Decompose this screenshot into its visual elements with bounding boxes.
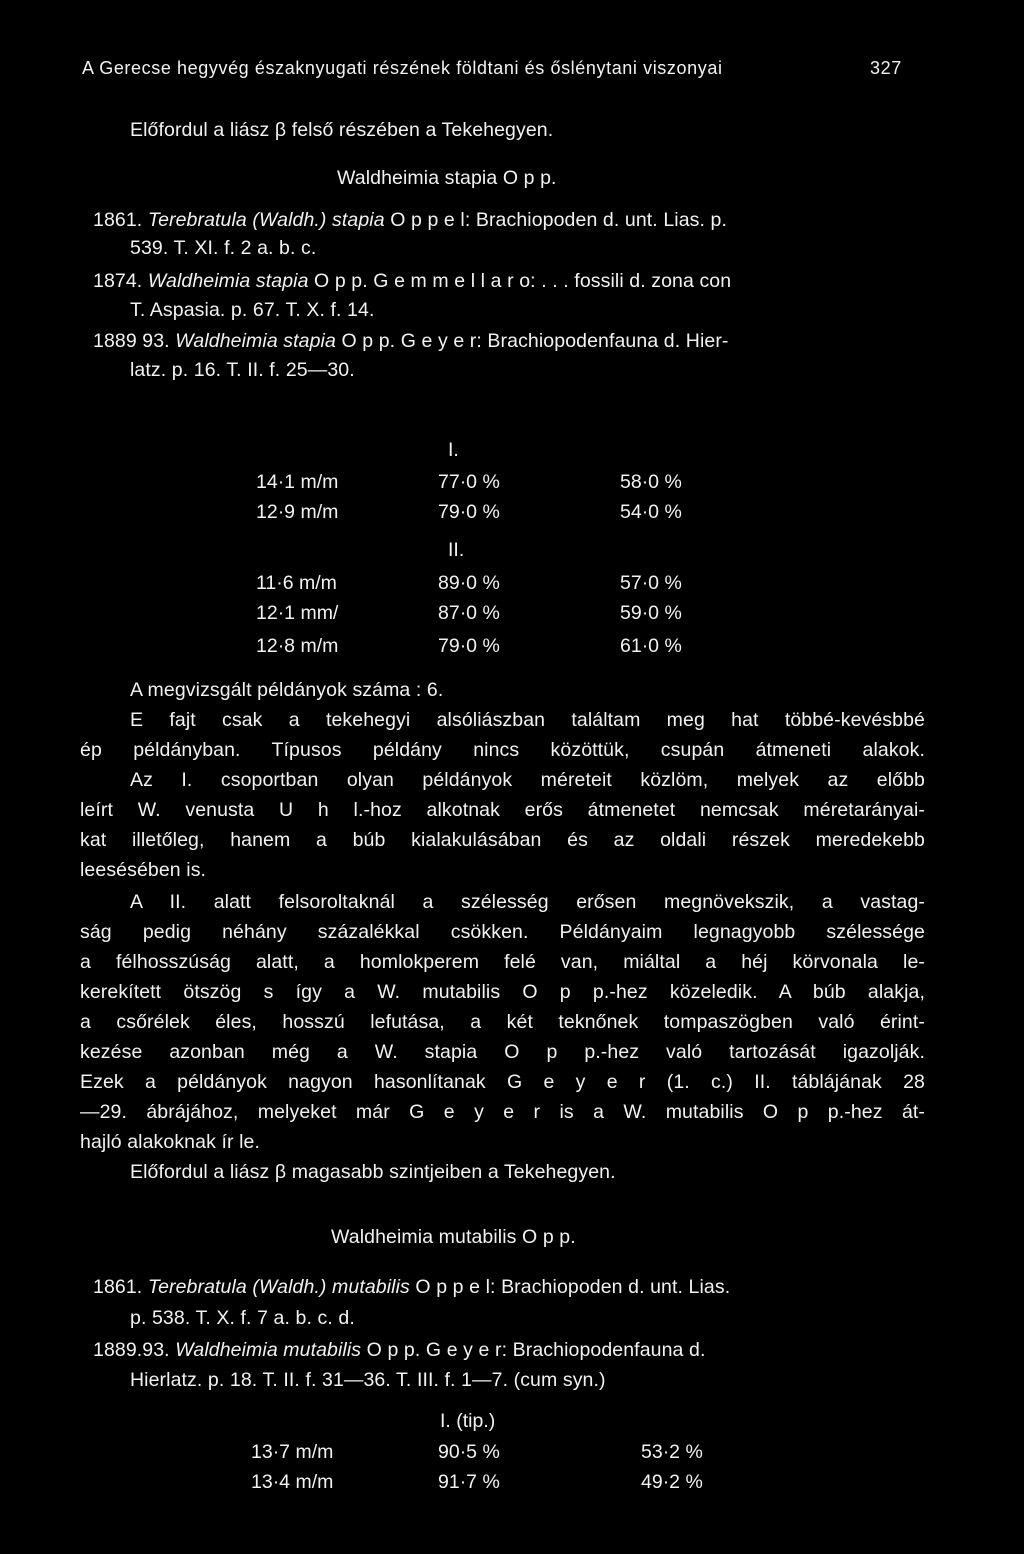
paragraph-line: kezése azonban még a W. stapia O p p.-hez való tartozását igazolják. [80, 1041, 925, 1063]
measurement-length: 12·1 mm/ [256, 602, 339, 624]
paragraph-line: ság pedig néhány százalékkal csökken. Példányaim legnagyobb szélessége [80, 921, 925, 943]
synonymy-entry: 1874. Waldheimia stapia O p p. G e m m e l l a r o: . . . fossili d. zona con [93, 270, 732, 292]
paragraph-line: —29. ábrájához, melyeket már G e y e r is a W. mutabilis O p p.-hez át- [80, 1101, 925, 1123]
synonymy-entry: 1889.93. Waldheimia mutabilis O p p. G e y e r: Brachiopodenfauna d. [93, 1339, 706, 1361]
synonymy-entry-cont: Hierlatz. p. 18. T. II. f. 31—36. T. III. f. 1—7. (cum syn.) [130, 1369, 606, 1391]
paragraph-line: hajló alakoknak ír le. [80, 1131, 260, 1153]
measurement-width: 91·7 % [438, 1471, 500, 1493]
intro-occurrence: Előfordul a liász β felső részében a Tekehegyen. [130, 119, 554, 141]
measurement-thickness: 57·0 % [620, 572, 682, 594]
running-header [82, 56, 902, 80]
paragraph-line: kat illetőleg, hanem a búb kialakulásában és az oldali részek meredekebb [80, 829, 925, 851]
paragraph-line: E fajt csak a tekehegyi alsóliászban találtam meg hat többé-kevésbbé [130, 709, 925, 731]
measurement-width: 90·5 % [438, 1441, 500, 1463]
synonymy-entry: 1861. Terebratula (Waldh.) mutabilis O p p e l: Brachiopoden d. unt. Lias. [93, 1276, 731, 1298]
paragraph-line: a csőrélek éles, hosszú lefutása, a két teknőnek tompaszögben való érint- [80, 1011, 925, 1033]
paragraph-line: leírt W. venusta U h l.-hoz alkotnak erős átmenetet nemcsak méretarányai- [80, 799, 925, 821]
measurement-length: 12·9 m/m [256, 501, 339, 523]
group-label: I. [448, 439, 459, 461]
measurement-width: 89·0 % [438, 572, 500, 594]
measurement-thickness: 49·2 % [641, 1471, 703, 1493]
paragraph-line: A megvizsgált példányok száma : 6. [130, 679, 444, 701]
synonymy-entry: 1889 93. Waldheimia stapia O p p. G e y e r: Brachiopodenfauna d. Hier- [93, 330, 729, 352]
synonymy-entry-cont: p. 538. T. X. f. 7 a. b. c. d. [130, 1307, 355, 1329]
synonymy-entry-cont: T. Aspasia. p. 67. T. X. f. 14. [130, 299, 375, 321]
paragraph-line: leesésében is. [80, 859, 207, 881]
paragraph-line: a félhosszúság alatt, a homlokperem felé van, miáltal a héj körvonala le- [80, 951, 925, 973]
species-heading: Waldheimia mutabilis O p p. [331, 1226, 576, 1248]
measurement-width: 77·0 % [438, 471, 500, 493]
measurement-thickness: 54·0 % [620, 501, 682, 523]
measurement-thickness: 53·2 % [641, 1441, 703, 1463]
group-label: II. [448, 539, 465, 561]
measurement-thickness: 58·0 % [620, 471, 682, 493]
running-title: A Gerecse hegyvég északnyugati részének földtani és őslénytani viszonyai [82, 58, 723, 78]
species-heading: Waldheimia stapia O p p. [337, 167, 557, 189]
synonymy-entry-cont: 539. T. XI. f. 2 a. b. c. [130, 237, 317, 259]
measurement-length: 13·7 m/m [251, 1441, 334, 1463]
synonymy-entry: 1861. Terebratula (Waldh.) stapia O p p e l: Brachiopoden d. unt. Lias. p. [93, 209, 728, 231]
measurement-width: 79·0 % [438, 501, 500, 523]
paragraph-line: Az I. csoportban olyan példányok méreteit közlöm, melyek az előbb [130, 769, 925, 791]
paragraph-line: Előfordul a liász β magasabb szintjeiben a Tekehegyen. [130, 1161, 616, 1183]
paragraph-line: A II. alatt felsoroltaknál a szélesség erősen megnövekszik, a vastag- [130, 891, 925, 913]
measurement-thickness: 59·0 % [620, 602, 682, 624]
page-number: 327 [870, 58, 902, 78]
measurement-length: 12·8 m/m [256, 635, 339, 657]
paragraph-line: kerekített ötszög s így a W. mutabilis O p p.-hez közeledik. A búb alakja, [80, 981, 925, 1003]
measurement-width: 87·0 % [438, 602, 500, 624]
paragraph-line: ép példányban. Típusos példány nincs közöttük, csupán átmeneti alakok. [80, 739, 925, 761]
measurement-length: 11·6 m/m [256, 572, 337, 594]
paragraph-line: Ezek a példányok nagyon hasonlítanak G e y e r (1. c.) II. táblájának 28 [80, 1071, 925, 1093]
measurement-thickness: 61·0 % [620, 635, 682, 657]
measurement-length: 13·4 m/m [251, 1471, 334, 1493]
synonymy-entry-cont: latz. p. 16. T. II. f. 25—30. [130, 359, 355, 381]
measurement-width: 79·0 % [438, 635, 500, 657]
measurement-length: 14·1 m/m [256, 471, 339, 493]
group-label: I. (tip.) [440, 1410, 496, 1432]
